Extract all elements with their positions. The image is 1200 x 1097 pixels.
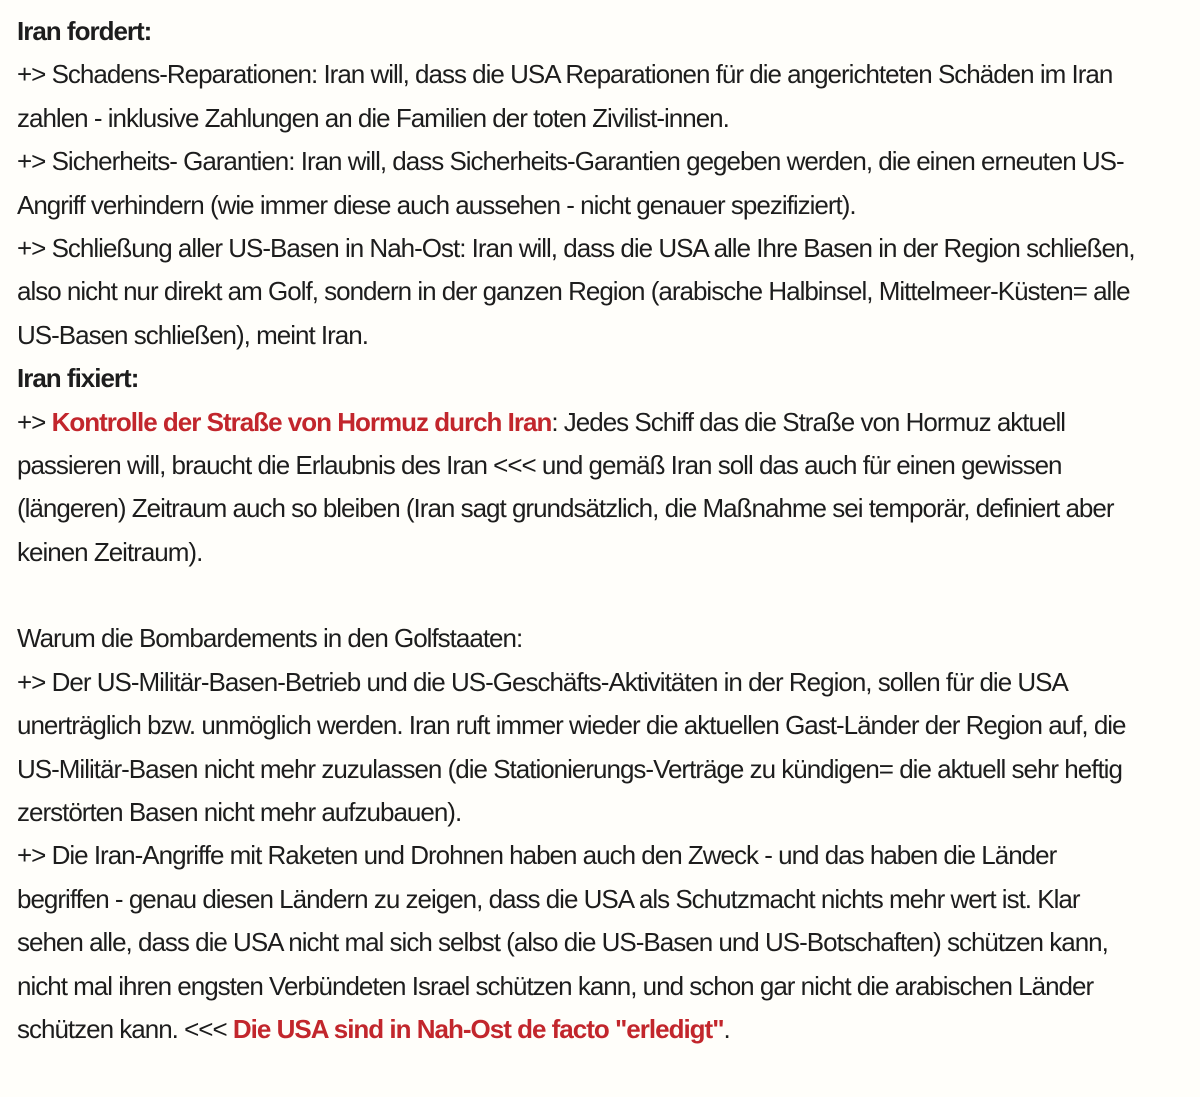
text-segment: +> Der US-Militär-Basen-Betrieb und die US-Geschäfts-Aktivitäten in der Region, sollen für die USA bbox=[17, 666, 1068, 697]
text-line bbox=[17, 97, 1180, 140]
text-line bbox=[17, 184, 1180, 227]
text-segment: +> Schadens-Reparationen: Iran will, dass die USA Reparationen für die angerichteten Schäden im Iran bbox=[17, 59, 1113, 90]
text-segment: keinen Zeitraum). bbox=[17, 536, 203, 567]
text-line bbox=[17, 878, 1180, 921]
text-segment: also nicht nur direkt am Golf, sondern in der ganzen Region (arabische Halbinsel, Mittelmeer-Küsten= alle bbox=[17, 276, 1130, 307]
text-segment: zerstörten Basen nicht mehr aufzubauen). bbox=[17, 797, 462, 828]
text-segment: +> Schließung aller US-Basen in Nah-Ost: Iran will, dass die USA alle Ihre Basen in der Region schließen, bbox=[17, 232, 1135, 263]
text-line bbox=[17, 401, 1180, 444]
text-segment: . bbox=[723, 1013, 730, 1044]
text-segment: unerträglich bzw. unmöglich werden. Iran ruft immer wieder die aktuellen Gast-Länder der Region auf, die bbox=[17, 710, 1126, 741]
text-segment: Iran fordert: bbox=[17, 16, 152, 46]
text-segment: zahlen - inklusive Zahlungen an die Familien der toten Zivilist-innen. bbox=[17, 102, 729, 133]
text-segment: nicht mal ihren engsten Verbündeten Israel schützen kann, und schon gar nicht die arabischen Länder bbox=[17, 970, 1094, 1001]
text-line bbox=[17, 791, 1180, 834]
highlight-red-text: Die USA sind in Nah-Ost de facto "erledigt" bbox=[232, 1013, 724, 1044]
text-line bbox=[17, 617, 1180, 660]
text-segment: +> Sicherheits- Garantien: Iran will, dass Sicherheits-Garantien gegeben werden, die einen erneuten US- bbox=[17, 146, 1124, 177]
text-line bbox=[17, 531, 1180, 574]
text-line bbox=[17, 444, 1180, 487]
text-segment: (längeren) Zeitraum auch so bleiben (Iran sagt grundsätzlich, die Maßnahme sei temporär, definiert aber bbox=[17, 493, 1114, 524]
text-segment: schützen kann. <<< bbox=[17, 1013, 233, 1044]
text-segment: : Jedes Schiff das die Straße von Hormuz aktuell bbox=[551, 406, 1066, 437]
text-line bbox=[17, 227, 1180, 270]
text-line bbox=[17, 487, 1180, 530]
text-line bbox=[17, 140, 1180, 183]
text-segment: Warum die Bombardements in den Golfstaaten: bbox=[17, 623, 523, 654]
text-segment: +> Die Iran-Angriffe mit Raketen und Drohnen haben auch den Zweck - und das haben die Länder bbox=[17, 840, 1057, 871]
text-segment: begriffen - genau diesen Ländern zu zeigen, dass die USA als Schutzmacht nichts mehr wert ist. Klar bbox=[17, 883, 1080, 914]
text-segment: Angriff verhindern (wie immer diese auch aussehen - nicht genauer spezifiziert). bbox=[17, 189, 856, 220]
text-line bbox=[17, 834, 1180, 877]
highlight-red-text: Kontrolle der Straße von Hormuz durch Iran bbox=[51, 406, 552, 437]
blank-line bbox=[17, 574, 1180, 617]
text-segment: passieren will, braucht die Erlaubnis des Iran <<< und gemäß Iran soll das auch für einen gewissen bbox=[17, 449, 1062, 480]
text-segment: +> bbox=[17, 406, 52, 437]
text-segment: US-Militär-Basen nicht mehr zuzulassen (die Stationierungs-Verträge zu kündigen= die aktuell sehr heftig bbox=[17, 753, 1122, 784]
text-line bbox=[17, 748, 1180, 791]
text-segment: Iran fixiert: bbox=[17, 363, 139, 394]
text-line bbox=[17, 921, 1180, 964]
text-line bbox=[17, 270, 1180, 313]
text-line bbox=[17, 10, 1180, 53]
text-line bbox=[17, 357, 1180, 400]
text-line bbox=[17, 661, 1180, 704]
text-segment: US-Basen schließen), meint Iran. bbox=[17, 319, 368, 350]
text-segment: sehen alle, dass die USA nicht mal sich selbst (also die US-Basen und US-Botschaften) schützen kann, bbox=[17, 927, 1108, 958]
text-line bbox=[17, 704, 1180, 747]
text-line bbox=[17, 965, 1180, 1008]
text-line bbox=[17, 314, 1180, 357]
text-line bbox=[17, 53, 1180, 96]
text-line bbox=[17, 1008, 1180, 1051]
